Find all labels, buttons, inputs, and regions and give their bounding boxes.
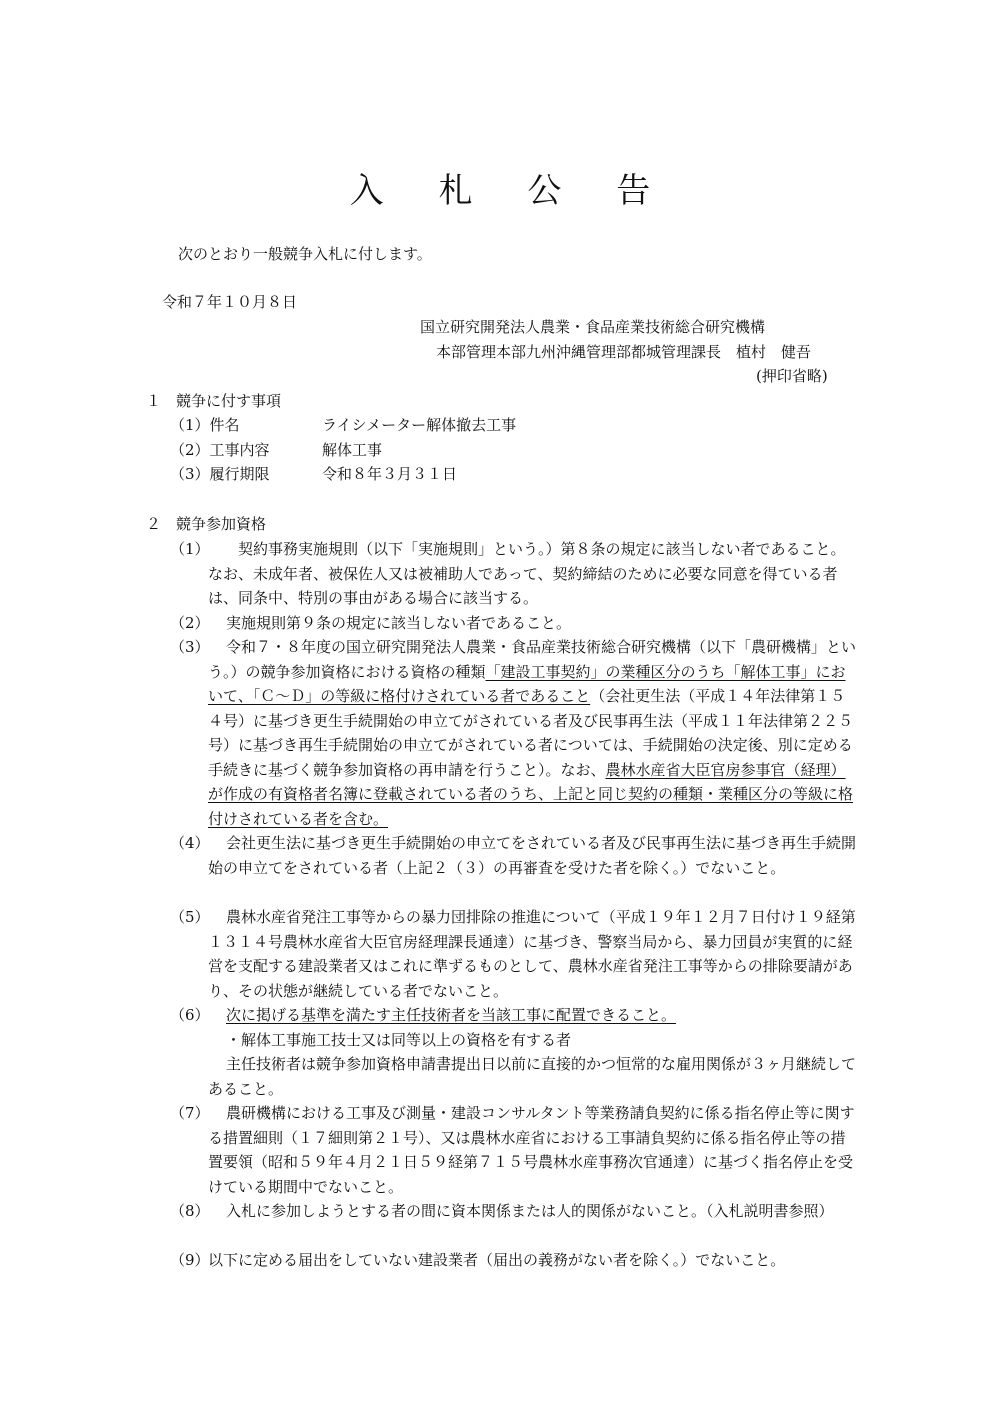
clause-6-bullet: ・解体工事施工技士又は同等以上の資格を有する者 [226,1031,572,1049]
clause-4 [208,831,858,880]
clause-2 [208,611,858,636]
item-value-subject: ライシメーター解体撤去工事 [322,416,517,434]
clause-number-1: （1） [170,540,210,558]
clause-2-text: 実施規則第９条の規定に該当しない者であること。 [226,614,572,632]
issuer-organization: 国立研究開発法人農業・食品産業技術総合研究機構 [420,318,766,336]
clause-number-9: （9） [170,1251,210,1269]
clause-4-text: 会社更生法に基づき更生手続開始の申立てをされている者及び民事再生法に基づき再生手続開始の申立てをされている者（上記２（３）の再審査を受けた者を除く。）でないこと。 [208,834,857,877]
item-value-work-content: 解体工事 [322,441,383,459]
item-label-subject: （1）件名 [170,416,240,434]
clause-1-text: 契約事務実施規則（以下「実施規則」という。）第８条の規定に該当しない者であること。なお、未成年者、被保佐人又は被補助人であって、契約締結のために必要な同意を得ている者は、同条中、特別の事由がある場合に該当する。 [208,540,846,607]
clause-5-text: 農林水産省発注工事等からの暴力団排除の推進について（平成１９年１２月７日付け１９経第１３１４号農林水産省大臣官房経理課長通達）に基づき、警察当局から、暴力団員が実質的に経営を支配する建設業者又はこれに準ずるものとして、農林水産省発注工事等からの排除要請があり、その状態が継続している者でないこと。 [208,908,856,1000]
clause-3-underlined-registry: 農林水産省大臣官房参事官（経理）が作成の有資格者名簿に登載されている者のうち、上記と同じ契約の種類・業種区分の等級に格付けされている者を含む。 [208,760,854,828]
item-value-deadline: 令和８年３月３１日 [322,465,458,483]
clause-number-5: （5） [170,908,210,926]
clause-3 [208,635,858,831]
clause-1 [208,537,858,611]
clause-3-text-a: 令和７・８年度の国立研究開発法人農業・食品産業技術総合研究機構（以下「農研機構」という。）の競争参加資格における資格の種類 [208,638,857,681]
clause-7 [208,1101,858,1199]
clause-8-text: 入札に参加しようとする者の間に資本関係または人的関係がないこと。（入札説明書参照） [226,1202,834,1220]
clause-3-underlined-qualification: 「建設工事契約」の業種区分のうち「解体工事」において、「Ｃ～Ｄ」の等級に格付けされている者であること [208,662,846,705]
section2-heading: ２ 競争参加資格 [146,515,267,533]
clause-number-8: （8） [170,1202,210,1220]
clause-6 [208,1003,858,1028]
seal-omitted-note: (押印省略) [756,367,828,385]
clause-number-6: （6） [170,1006,210,1024]
clause-number-4: （4） [170,834,210,852]
clause-7-text: 農研機構における工事及び測量・建設コンサルタント等業務請負契約に係る指名停止等に関する措置細則（１７細則第２１号）、又は農林水産省における工事請負契約に係る指名停止等の措置要領（昭和５９年４月２１日５９経第７１５号農林水産事務次官通達）に基づく指名停止を受けている期間中でないこと。 [208,1104,855,1196]
clause-9-text: 以下に定める届出をしていない建設業者（届出の義務がない者を除く。）でないこと。 [208,1251,786,1269]
notice-date: 令和７年１０月８日 [162,293,298,311]
section1-heading: １ 競争に付す事項 [146,392,282,410]
issuer-department: 本部管理本部九州沖縄管理部都城管理課長 植村 健吾 [436,343,812,361]
item-label-deadline: （3）履行期限 [170,465,270,483]
clause-number-2: （2） [170,614,210,632]
clause-3-text-b: （会社更生法（平成１４年法律第１５４号）に基づき更生手続開始の申立てがされている者及び民事再生法（平成１１年法律第２２５号）に基づき再生手続開始の申立てがされている者については、手続開始の決定後、別に定める手続きに基づく競争参加資格の再申請を行うこと）。なお、 [208,687,854,779]
clause-6-note [208,1052,858,1101]
document-title: 入 札 公 告 [349,171,673,211]
clause-5 [208,905,858,1003]
intro-text: 次のとおり一般競争入札に付します。 [178,245,432,263]
clause-number-7: （7） [170,1104,210,1122]
clause-8 [208,1199,858,1224]
clause-6-note-text: 主任技術者は競争参加資格申請書提出日以前に直接的かつ恒常的な雇用関係が３ヶ月継続してあること。 [208,1055,857,1098]
clause-number-3: （3） [170,638,210,656]
item-label-work-content: （2）工事内容 [170,441,270,459]
clause-6-underlined-text: 次に掲げる基準を満たす主任技術者を当該工事に配置できること。 [226,1006,677,1024]
